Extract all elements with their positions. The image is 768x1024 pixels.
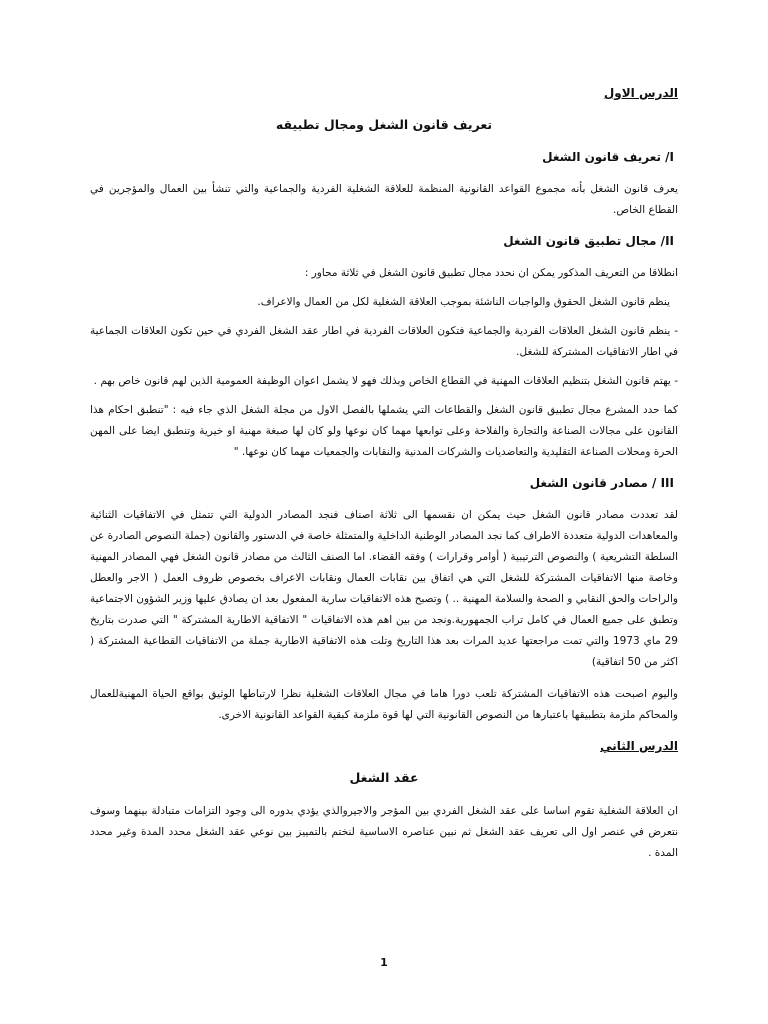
section-2-point-2: - ينظم قانون الشغل العلاقات الفردية والجماعية فتكون العلاقات الفردية في اطار عقد الشغل الفردي في حين تكون العلاقات الجماعية في اطار الاتفاقيات المشتركة للشغل. [90,325,678,358]
page-number: 1 [380,956,388,969]
section-1-paragraph: يعرف قانون الشغل بأنه مجموع القواعد القانونية المنظمة للعلاقة الشغلية الفردية والجماعية والتي تنشأ بين العمال والمؤجرين في القطاع الخاص. [90,183,678,216]
section-2-fasl-paragraph: كما حدد المشرع مجال تطبيق قانون الشغل والقطاعات التي يشملها بالفصل الاول من مجلة الشغل الذي جاء فيه : "تنطبق احكام هذا القانون على مجالات الصناعة والتجارة والفلاحة وعلى توابعها مهما كان نوعها ولو كان لها صبغة مهنية او خيرية وتنطبق ايضا على المهن الحرة ومحلات الصناعة التقليدية والتعاضديات والشركات المدنية والنقابات والجمعيات مهما كان نوعها. " [90,404,678,458]
section-3-paragraph-1: لقد تعددت مصادر قانون الشغل حيث يمكن ان نقسمها الى ثلاثة اصناف فنجد المصادر الدولية التي تتمثل في الاتفاقيات الثنائية والمعاهدات الدولية متعددة الاطراف كما نجد المصادر الوطنية الداخلية والمتمثلة خاصة في الدستور والقانون (جملة النصوص الصادرة عن السلطة التشريعية ) والنصوص الترتيبية ( أوامر وقرارات ) وفقه القضاء. اما الصنف الثالث من مصادر قانون الشغل فهي المصادر المهنية وخاصة منها الاتفاقيات المشتركة للشغل التي هي اتفاق بين نقابات العمال ونقابات الاعراف بخصوص ظروف العمل ( الاجر والعطل والراحات والحق النقابي و الصحة والسلامة المهنية .. ) وتصبح هذه الاتفاقيات سارية المفعول بعد ان يصادق عليها وزير الشؤون الاجتماعية وتطبق على جميع العمال في كامل تراب الجمهورية.ونجد من بين اهم هذه الاتفاقيات " الاتفاقية الاطارية المشتركة " التي صدرت بتاريخ 29 ماي 1973 والتي تمت مراجعتها عديد المرات بعد هذا التاريخ وتلت هذه الاتفاقية الاطارية جملة من الاتفاقيات القطاعية المشتركة ( اكثر من 50 اتفاقية) [90,509,678,668]
section-2-point-1: ينظم قانون الشغل الحقوق والواجبات الناشئة بموجب العلاقة الشغلية لكل من العمال والاعراف. [257,296,670,308]
section-2-point-3: - يهتم قانون الشغل بتنظيم العلاقات المهنية في القطاع الخاص وبذلك فهو لا يشمل اعوان الوظيفة العمومية الذين لهم قانون خاص بهم . [93,375,678,387]
section-3-title: III / مصادر قانون الشغل [529,476,674,490]
section-3-paragraph-2: واليوم اصبحت هذه الاتفاقيات المشتركة تلعب دورا هاما في مجال العلاقات الشغلية نظرا لارتباطها الوثيق بواقع الحياة المهنيةللعمال والمحاكم ملزمة بتطبيقها باعتبارها من النصوص القانونية التي لها قوة ملزمة كبقية القواعد القانونية الاخرى. [90,688,678,721]
lesson-2-paragraph: ان العلاقة الشغلية تقوم اساسا على عقد الشغل الفردي بين المؤجر والاجيروالذي يؤدي بدوره الى وجود التزامات متبادلة بينهما وسوف نتعرض في عنصر اول الى تعريف عقد الشغل ثم نبين عناصره الاساسية لنختم بالتمييز بين نوعي عقد الشغل محدد المدة وغير محدد المدة . [90,805,678,859]
section-1-title: I/ تعريف قانون الشغل [542,150,674,164]
section-2-intro: انطلاقا من التعريف المذكور يمكن ان نحدد مجال تطبيق قانون الشغل في ثلاثة محاور : [304,267,678,279]
document-body [90,84,678,875]
lesson-2-main-heading: عقد الشغل [349,770,419,785]
section-2-title: II/ مجال تطبيق قانون الشغل [503,234,674,248]
lesson-2-title: الدرس الثاني [600,739,678,753]
lesson-1-main-heading: تعريف قانون الشغل ومجال تطبيقه [275,117,493,132]
lesson-1-title: الدرس الاول [603,86,678,100]
